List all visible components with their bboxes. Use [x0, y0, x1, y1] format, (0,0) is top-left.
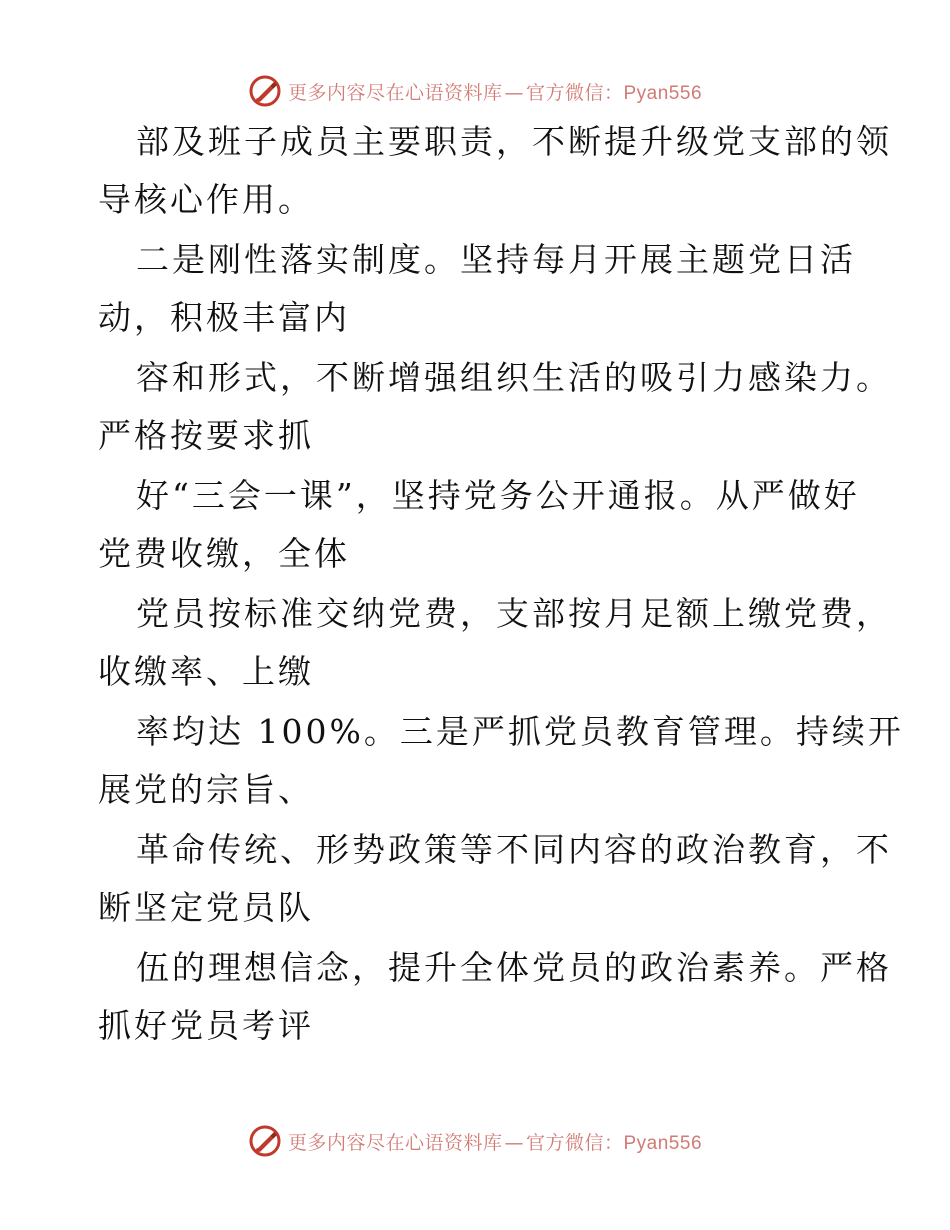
watermark-text: [288, 1128, 702, 1155]
watermark-text: [288, 78, 702, 105]
body-line: 抓好党员考评: [98, 1006, 314, 1045]
pen-logo-icon: [248, 74, 282, 108]
body-line: 导核心作用。: [98, 180, 314, 219]
watermark-wechat-label: 官方微信：: [525, 1131, 624, 1154]
watermark-main: 更多内容尽在心语资料库: [287, 81, 503, 104]
footer-watermark: [0, 1121, 950, 1161]
body-line: 容和形式，不断增强组织生活的吸引力感染力。: [136, 358, 892, 397]
body-line: 收缴率、上缴: [98, 652, 314, 691]
body-line: 革命传统、形势政策等不同内容的政治教育，不: [136, 830, 892, 869]
body-line: 党员按标准交纳党费，支部按月足额上缴党费，: [136, 594, 892, 633]
body-line: 断坚定党员队: [98, 888, 314, 927]
body-line: 动，积极丰富内: [98, 298, 350, 337]
pen-logo-icon: [248, 1124, 282, 1158]
watermark-dash: —: [504, 1131, 524, 1154]
watermark-wechat-id: Pyan556: [623, 1132, 703, 1154]
body-line: 二是刚性落实制度。坚持每月开展主题党日活: [136, 240, 856, 279]
watermark-dash: —: [504, 81, 524, 104]
header-watermark: [0, 71, 950, 111]
watermark-wechat-id: Pyan556: [623, 82, 703, 104]
body-line: 部及班子成员主要职责，不断提升级党支部的领: [136, 122, 892, 161]
watermark-wechat-label: 官方微信：: [525, 81, 624, 104]
body-line: 率均达 100%。三是严抓党员教育管理。持续开: [136, 712, 904, 751]
body-line: 展党的宗旨、: [98, 770, 314, 809]
body-line: 党费收缴，全体: [98, 534, 350, 573]
body-line: 好“三会一课”，坚持党务公开通报。从严做好: [136, 476, 860, 515]
body-line: 严格按要求抓: [98, 416, 314, 455]
watermark-main: 更多内容尽在心语资料库: [287, 1131, 503, 1154]
body-line: 伍的理想信念，提升全体党员的政治素养。严格: [136, 948, 892, 987]
